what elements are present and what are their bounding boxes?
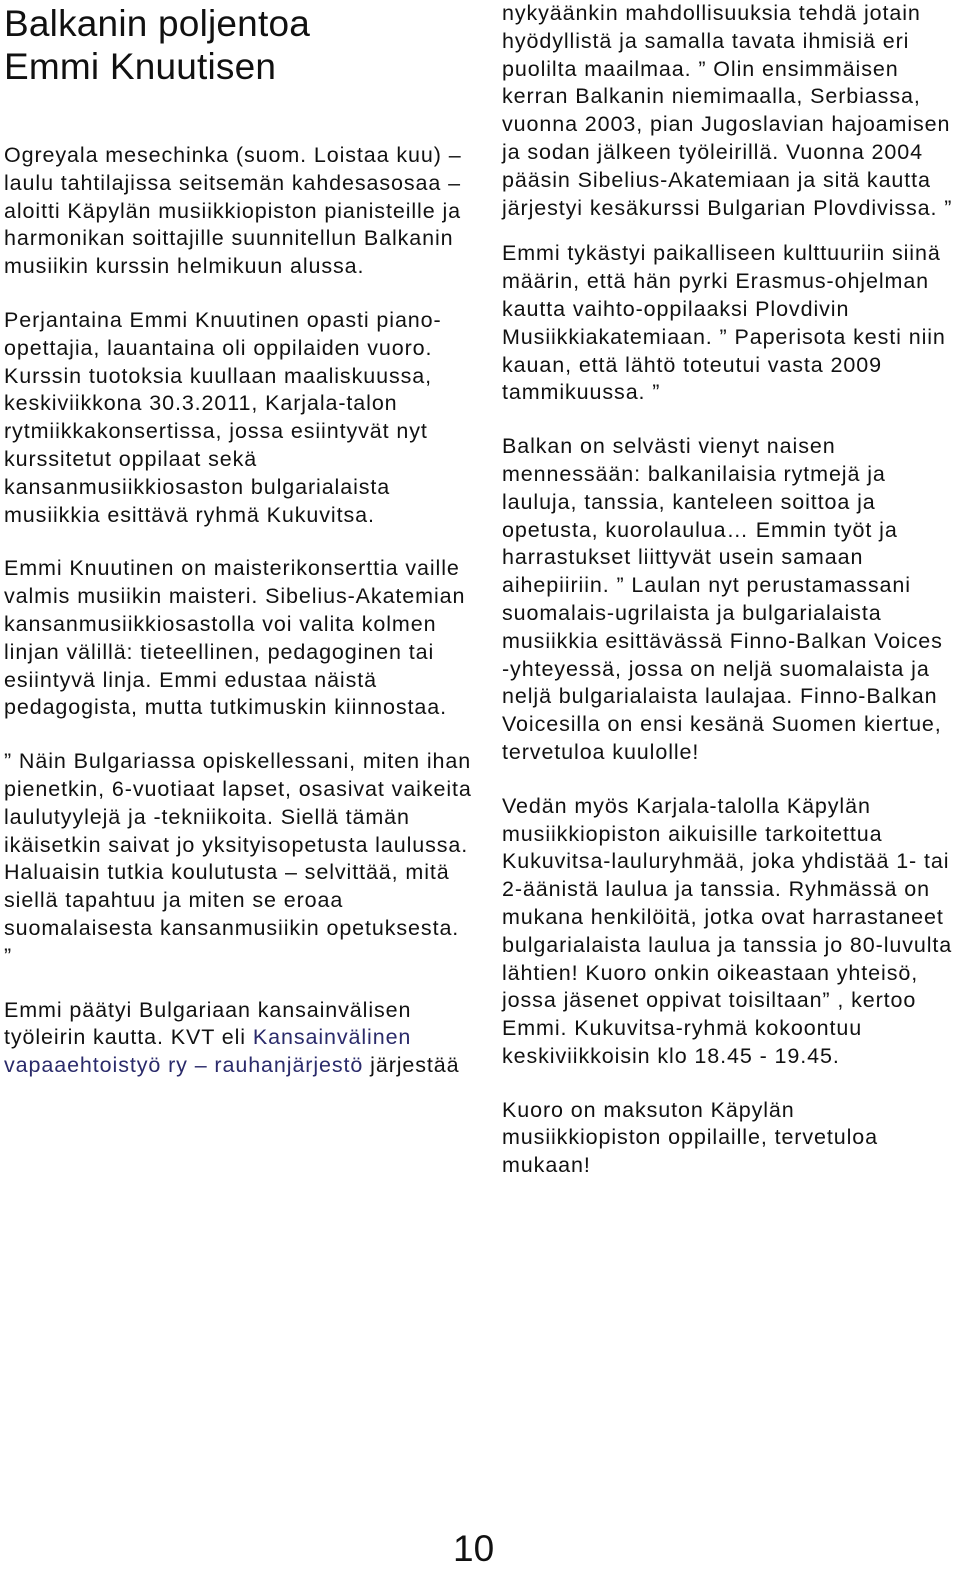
paragraph-kukuvitsa: Vedän myös Karjala-talolla Käpylän musiikkiopiston aikuisille tarkoitettua Kukuvitsa-lauluryhmää, joka yhdistää 1- tai 2-äänistä laulua ja tanssia. Ryhmässä on mukana henkilöitä, jotka ovat harrastaneet bulgarialaista laulua ja tanssia jo 80-luvulta lähtien! Kuoro onkin oikeastaan yhteisö, jossa jäsenet oppivat toisiltaan” , kertoo Emmi. Kukuvitsa-ryhmä kokoontuu keskiviikkoisin klo 18.45 - 19.45. [502, 793, 953, 1068]
left-column [4, 0, 474, 1080]
paragraph-intro: Ogreyala mesechinka (suom. Loistaa kuu) – laulu tahtilajissa seitsemän kahdesasosaa – aloitti Käpylän musiikkiopiston pianisteille ja harmonikan soittajille suunnitellun Balkanin musiikin kurssin helmikuun alussa. [4, 143, 462, 279]
paragraph-continuation: nykyäänkin mahdollisuuksia tehdä jotain hyödyllistä ja samalla tavata ihmisiä eri puolilta maailmaa. ” Olin ensimmäisen kerran Balkanin niemimaalla, Serbiassa, vuonna 2003, pian Jugoslavian hajoamisen ja sodan jälkeen työleirillä. Vuonna 2004 pääsin Sibelius-Akatemiaan ja sitä kautta järjestyi kesäkurssi Bulgarian Plovdivissa. ” [502, 1, 953, 220]
paragraph-invitation: Kuoro on maksuton Käpylän musiikkiopiston oppilaille, tervetuloa mukaan! [502, 1097, 878, 1178]
title-line-2: Emmi Knuutisen [4, 46, 277, 87]
paragraph-course: Perjantaina Emmi Knuutinen opasti piano-opettajia, lauantaina oli oppilaiden vuoro. Kurssin tuotoksia kuullaan maaliskuussa, keskiviikkona 30.3.2011, Karjala-talon rytmiikkakonsertissa, jossa esiintyvät nyt kurssitetut oppilaat sekä kansanmusiikkiosaston bulgarialaista musiikkia esittävä ryhmä Kukuvitsa. [4, 307, 442, 527]
page-number: 10 [453, 1528, 495, 1569]
paragraph-quote-bulgaria: ” Näin Bulgariassa opiskellessani, miten ihan pienetkin, 6-vuotiaat lapset, osasivat vaikeita laulutyylejä ja -tekniikoita. Siellä tämän ikäisetkin saivat jo yksityisopetusta laulussa. Haluaisin tutkia koulutusta – selvittää, mitä siellä tapahtuu ja miten se eroaa suomalaisesta kansanmusiikin opetuksesta. ” [4, 749, 472, 968]
paragraph-erasmus: Emmi tykästyi paikalliseen kulttuuriin siinä määrin, että hän pyrki Erasmus-ohjelman kautta vaihto-oppilaaksi Plovdivin Musiikkiakatemiaan. ” Paperisota kesti niin kauan, että lähtö toteutui vasta 2009 tammikuussa. ” [502, 241, 946, 405]
workcamp-text-start: Emmi päätyi Bulgariaan kansainvälisen työleirin kautta. KVT eli [4, 997, 412, 1050]
workcamp-text-end: järjestää [363, 1053, 460, 1078]
article-title [4, 0, 474, 88]
right-column [502, 0, 954, 1180]
title-line-1: Balkanin poljentoa [4, 3, 310, 44]
paragraph-degree: Emmi Knuutinen on maisterikonserttia vaille valmis musiikin maisteri. Sibelius-Akatemian kansanmusiikkiosastolla voi valita kolmen linjan välillä: tieteellinen, pedagoginen tai esiintyvä linja. Emmi edustaa näistä pedagogista, mutta tutkimuskin kiinnostaa. [4, 556, 466, 720]
paragraph-balkan: Balkan on selvästi vienyt naisen mennessään: balkanilaisia rytmejä ja lauluja, tanssia, kanteleen soittoa ja opetusta, kuorolaulua… Emmin työt ja harrastukset liittyvät usein samaan aihepiiriin. ” Laulan nyt perustamassani suomalais-ugrilaista ja bulgarialaista musiikkia esittävässä Finno-Balkan Voices -yhteyessä, jossa on neljä suomalaista ja neljä bulgarialaista laulajaa. Finno-Balkan Voicesilla on ensi kesänä Suomen kiertue, tervetuloa kuulolle! [502, 434, 943, 764]
paragraph-workcamp [4, 997, 474, 1080]
kvt-link[interactable]: Kansainvälinen vapaaehtoistyö ry – rauhanjärjestö [4, 1025, 412, 1078]
